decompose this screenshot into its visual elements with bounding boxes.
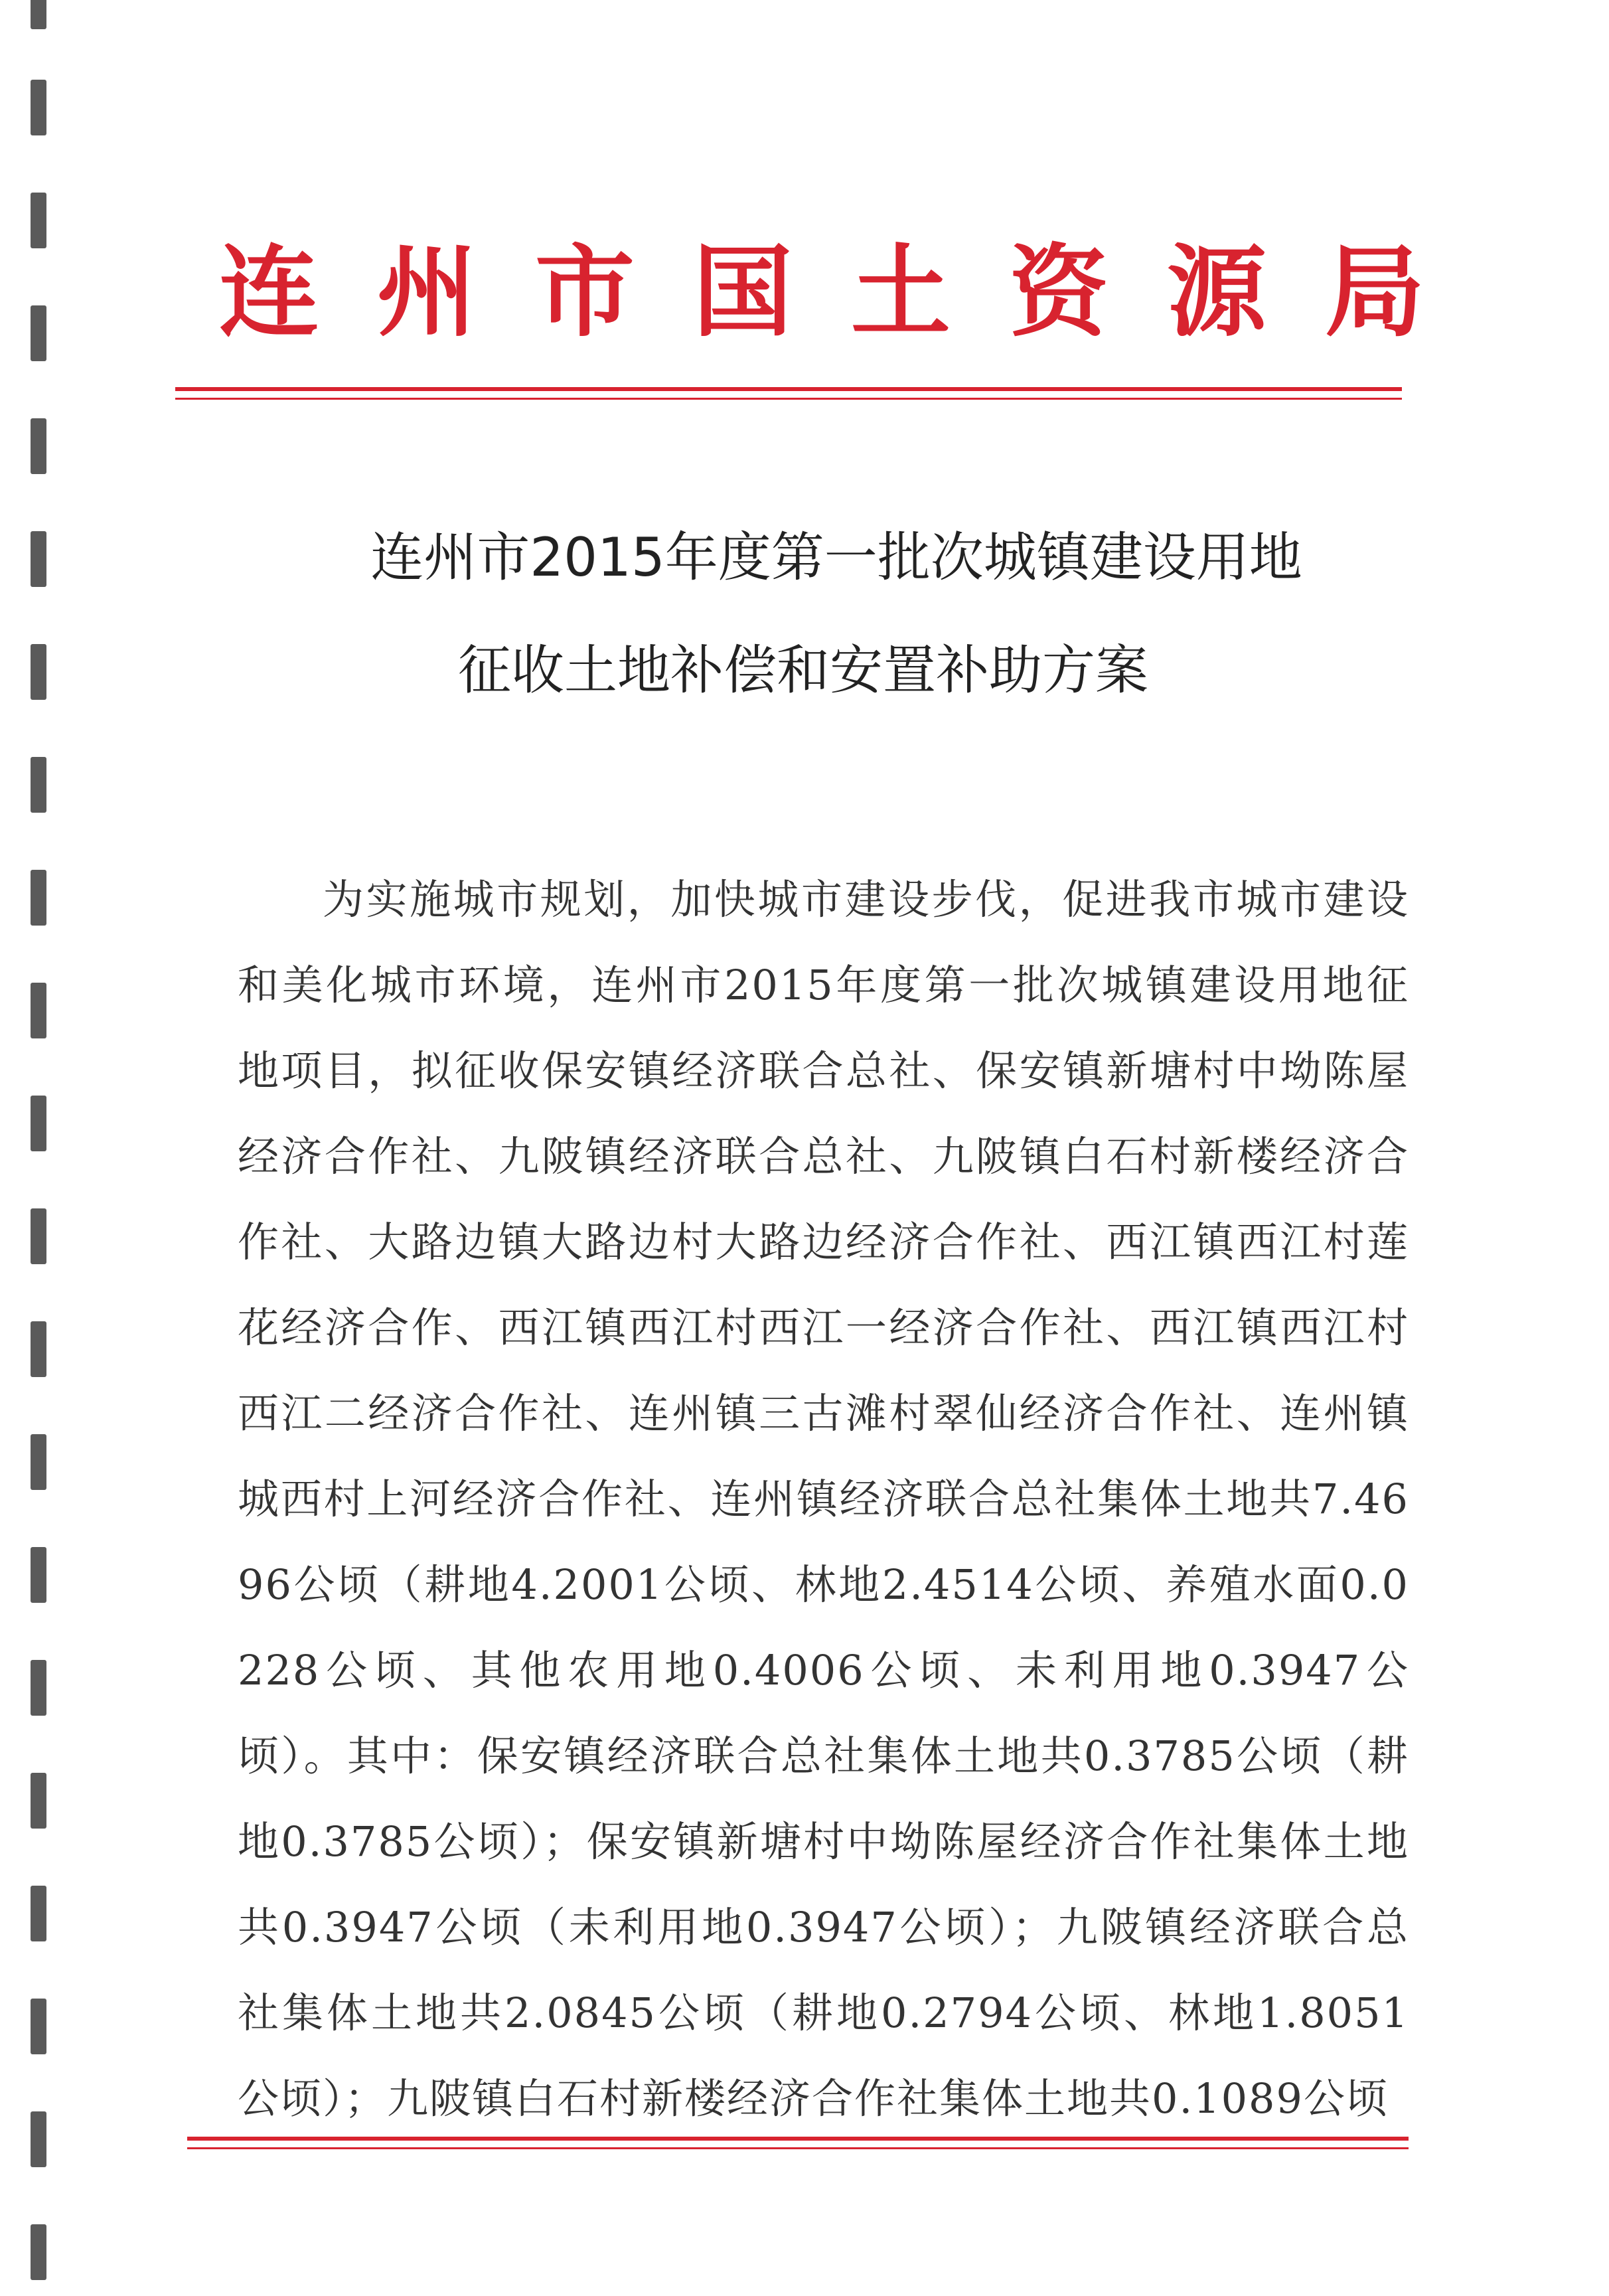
binding-hole	[31, 983, 46, 1038]
binding-hole	[31, 1886, 46, 1941]
document-title-line-2: 征收土地补偿和安置补助方案	[458, 639, 1148, 701]
binding-hole	[31, 0, 46, 29]
binding-hole	[31, 644, 46, 700]
binding-hole	[31, 1208, 46, 1264]
binding-hole	[31, 2111, 46, 2167]
footer-rule-bottom	[187, 2137, 1409, 2149]
binding-hole	[31, 2224, 46, 2280]
binding-hole	[31, 1096, 46, 1151]
document-title-line-1: 连州市2015年度第一批次城镇建设用地	[370, 527, 1302, 588]
letterhead-rule-top	[175, 387, 1402, 400]
binding-hole	[31, 1434, 46, 1490]
binding-hole	[31, 870, 46, 926]
binding-hole	[31, 305, 46, 361]
binding-hole	[31, 1999, 46, 2054]
binding-hole	[31, 1321, 46, 1377]
binding-hole	[31, 1547, 46, 1603]
binding-hole	[31, 193, 46, 248]
body-paragraph: 为实施城市规划，加快城市建设步伐，促进我市城市建设和美化城市环境，连州市2015年度第一批次城镇建设用地征地项目，拟征收保安镇经济联合总社、保安镇新塘村中坳陈屋经济合作社、九陂镇经济联合总社、九陂镇白石村新楼经济合作社、大路边镇大路边村大路边经济合作社、西江镇西江村莲花经济合作、西江镇西江村西江一经济合作社、西江镇西江村西江二经济合作社、连州镇三古滩村翠仙经济合作社、连州镇城西村上河经济合作社、连州镇经济联合总社集体土地共7.4696公顷（耕地4.2001公顷、林地2.4514公顷、养殖水面0.0228公顷、其他农用地0.4006公顷、未利用地0.3947公顷）。其中：保安镇经济联合总社集体土地共0.3785公顷（耕地0.3785公顷）；保安镇新塘村中坳陈屋经济合作社集体土地共0.3947公顷（未利用地0.3947公顷）；九陂镇经济联合总社集体土地共2.0845公顷（耕地0.2794公顷、林地1.8051公顷）；九陂镇白石村新楼经济合作社集体土地共0.1089公顷	[238, 875, 1409, 2123]
binding-hole	[31, 80, 46, 135]
binding-hole	[31, 1773, 46, 1829]
binding-strip	[24, 0, 50, 2296]
binding-hole	[31, 757, 46, 813]
letterhead-issuer: 连州市国土资源局	[219, 234, 1484, 351]
binding-hole	[31, 1660, 46, 1716]
binding-hole	[31, 418, 46, 474]
binding-hole	[31, 531, 46, 587]
